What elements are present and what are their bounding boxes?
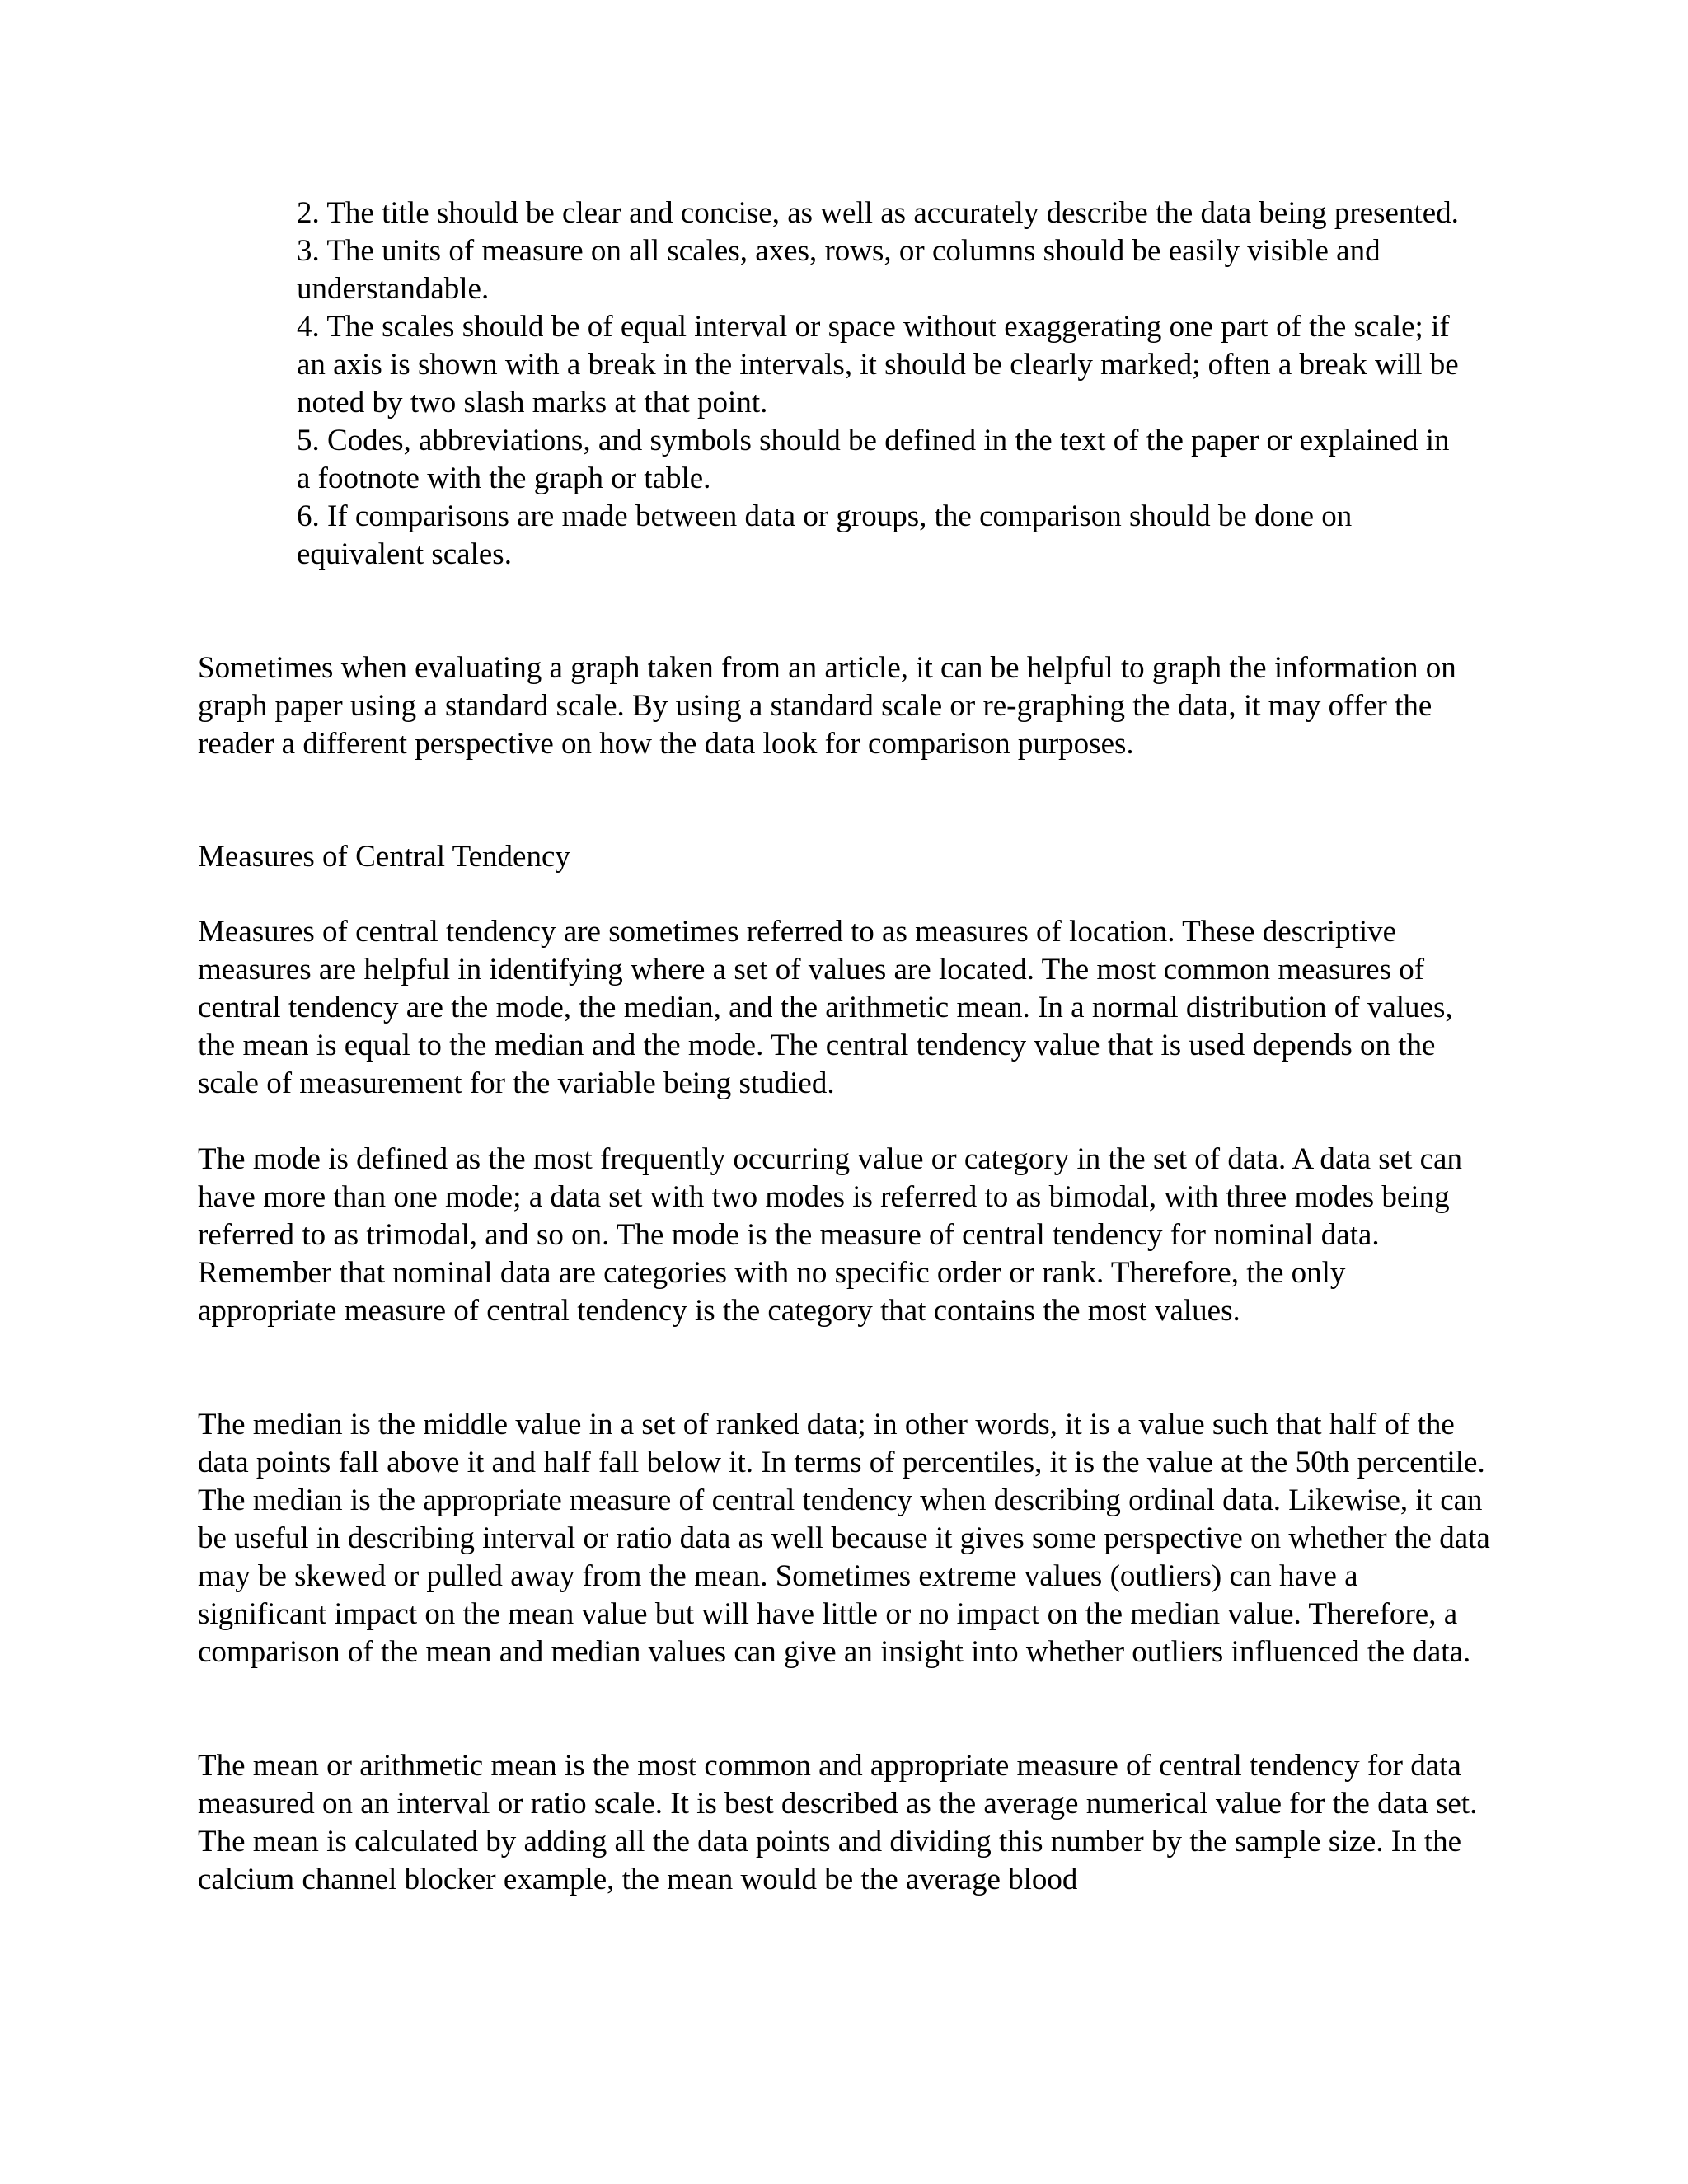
list-item: 4. The scales should be of equal interval or space without exaggerating one part of the scale; if an axis is shown with a break in the intervals, it should be clearly marked; often a break will be noted by two slash marks at that point. (297, 310, 1459, 419)
section-heading: Measures of Central Tendency (198, 840, 570, 874)
paragraph-mode: The mode is defined as the most frequently occurring value or category in the set of data. A data set can have more than one mode; a data set with two modes is referred to as bimodal, with three modes being referred to as trimodal, and so on. The mode is the measure of central tendency for nominal data. Remember that nominal data are categories with no specific order or rank. Therefore, the only appropriate measure of central tendency is the category that contains the most values. (198, 1142, 1462, 1328)
paragraph-central-tendency: Measures of central tendency are sometimes referred to as measures of location. These descriptive measures are helpful in identifying where a set of values are located. The most common measures of central tendency are the mode, the median, and the arithmetic mean. In a normal distribution of values, the mean is equal to the median and the mode. The central tendency value that is used depends on the scale of measurement for the variable being studied. (198, 915, 1453, 1100)
guidelines-list (297, 194, 1467, 574)
paragraph-regraph: Sometimes when evaluating a graph taken from an article, it can be helpful to graph the information on graph paper using a standard scale. By using a standard scale or re-graphing the data, it may offer the reader a different perspective on how the data look for comparison purposes. (198, 651, 1456, 761)
list-item: 6. If comparisons are made between data or groups, the comparison should be done on equivalent scales. (297, 499, 1353, 571)
paragraph-mean: The mean or arithmetic mean is the most common and appropriate measure of central tendency for data measured on an interval or ratio scale. It is best described as the average numerical value for the data set. The mean is calculated by adding all the data points and dividing this number by the sample size. In the calcium channel blocker example, the mean would be the average blood (198, 1749, 1478, 1896)
list-item: 3. The units of measure on all scales, axes, rows, or columns should be easily visible and understandable. (297, 234, 1381, 306)
list-item: 5. Codes, abbreviations, and symbols should be defined in the text of the paper or explained in a footnote with the graph or table. (297, 424, 1450, 495)
paragraph-median: The median is the middle value in a set of ranked data; in other words, it is a value such that half of the data points fall above it and half fall below it. In terms of percentiles, it is the value at the 50th percentile. The median is the appropriate measure of central tendency when describing ordinal data. Likewise, it can be useful in describing interval or ratio data as well because it gives some perspective on whether the data may be skewed or pulled away from the mean. Sometimes extreme values (outliers) can have a significant impact on the mean value but will have little or no impact on the median value. Therefore, a comparison of the mean and median values can give an insight into whether outliers influenced the data. (198, 1408, 1490, 1669)
list-item: 2. The title should be clear and concise, as well as accurately describe the data being presented. (297, 196, 1459, 230)
